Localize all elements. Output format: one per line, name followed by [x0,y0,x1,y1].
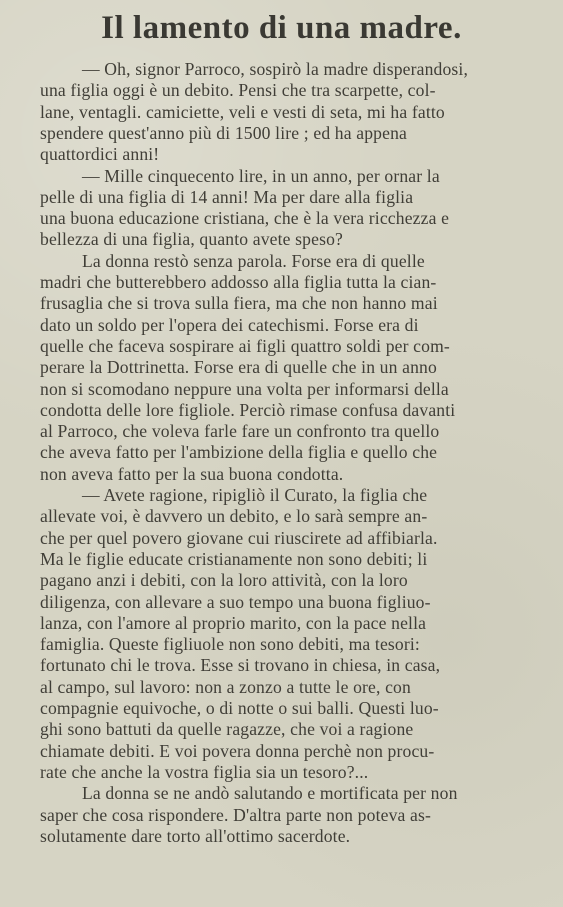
text-line: dato un soldo per l'opera dei catechismi. Forse era di [40,314,419,335]
text-line: diligenza, con allevare a suo tempo una buona figliuo- [40,591,431,612]
text-line: famiglia. Queste figliuole non sono debiti, ma tesori: [40,634,420,655]
text-line: una buona educazione cristiana, che è la vera ricchezza e [40,208,450,229]
text-line: chiamate debiti. E voi povera donna perchè non procu- [40,740,435,761]
text-line: spendere quest'anno più di 1500 lire ; ed ha appena [40,122,407,143]
text-line: quelle che faceva sospirare ai figli quattro soldi per com- [40,335,450,356]
text-line: non aveva fatto per la sua buona condotta. [40,463,344,484]
text-line: che per quel povero giovane cui riuscirete ad affibiarla. [40,527,438,548]
text-line: madri che butterebbero addosso alla figlia tutta la cian- [40,272,437,292]
document-title: Il lamento di una madre. [101,10,462,46]
text-line: al campo, sul lavoro: non a zonzo a tutte le ore, con [40,676,411,697]
text-line: ghi sono battuti da quelle ragazze, che voi a ragione [40,719,414,740]
text-line: compagnie equivoche, o di notte o sui balli. Questi luo- [40,698,439,718]
text-line: lanza, con l'amore al proprio marito, con la pace nella [40,612,427,633]
text-line: condotta delle lore figliole. Perciò rimase confusa davanti [40,399,456,420]
text-line: La donna se ne andò salutando e mortificata per non [82,783,458,804]
text-line: solutamente dare torto all'ottimo sacerdote. [40,825,351,846]
text-line: lane, ventagli. camiciette, veli e vesti di seta, mi ha fatto [40,101,445,122]
text-line: che aveva fatto per l'ambizione della figlia e quello che [40,442,438,463]
text-line: quattordici anni! [40,144,160,165]
text-line: fortunato chi le trova. Esse si trovano in chiesa, in casa, [40,655,441,676]
text-line: — Mille cinquecento lire, in un anno, per ornar la [82,165,440,186]
text-line: rate che anche la vostra figlia sia un tesoro?... [40,761,369,782]
text-line: — Avete ragione, ripigliò il Curato, la figlia che [82,485,428,505]
text-line: pagano anzi i debiti, con la loro attività, con la loro [40,570,408,591]
text-line: La donna restò senza parola. Forse era di quelle [82,250,425,271]
text-line: al Parroco, che voleva farle fare un confronto tra quello [40,421,440,442]
text-line: frusaglia che si trova sulla fiera, ma che non hanno mai [40,293,438,314]
text-line: — Oh, signor Parroco, sospirò la madre disperandosi, [82,59,468,79]
text-line: saper che cosa rispondere. D'altra parte non poteva as- [40,804,431,825]
text-line: allevate voi, è davvero un debito, e lo sarà sempre an- [40,506,428,527]
text-line: pelle di una figlia di 14 anni! Ma per dare alla figlia [40,186,414,207]
text-line: Ma le figlie educate cristianamente non sono debiti; li [40,548,428,569]
text-line: non si scomodano neppure una volta per informarsi della [40,378,449,399]
text-line: bellezza di una figlia, quanto avete speso? [40,229,343,250]
text-line: perare la Dottrinetta. Forse era di quelle che in un anno [40,357,437,378]
text-line: una figlia oggi è un debito. Pensi che tra scarpette, col- [40,80,436,101]
